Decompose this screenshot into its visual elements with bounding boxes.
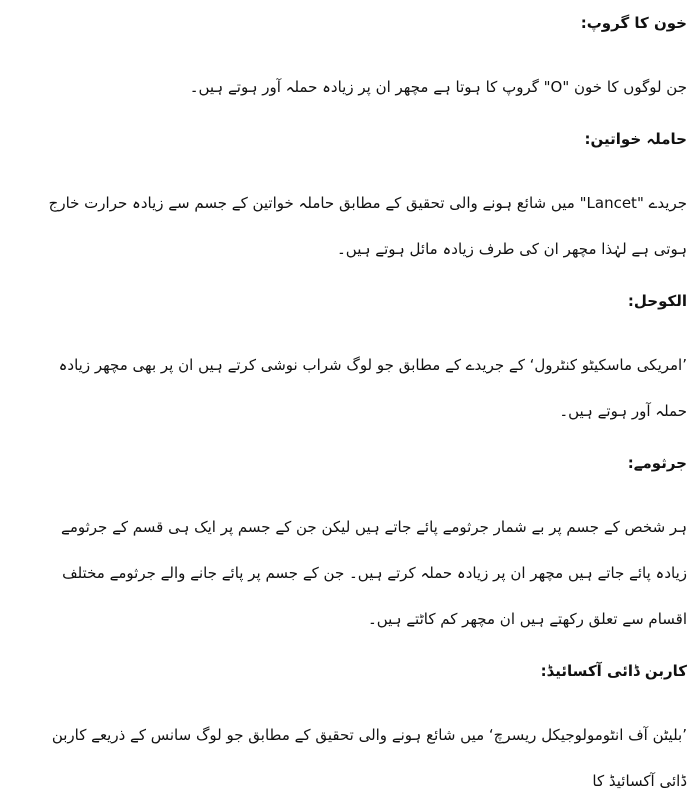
section-heading-alcohol: الکوحل: [627,292,687,310]
section-body-pregnant-women: جریدے "Lancet" میں شائع ہونے والی تحقیق کے مطابق حاملہ خواتین کے جسم سے زیادہ حرارت خارج ہوتی ہے لہٰذا مچھر ان کی طرف زیادہ مائل ہوتے ہیں۔ [48,194,687,258]
section-body-carbon-dioxide: ’بلیٹن آف انٹومولوجیکل ریسرچ‘ میں شائع ہونے والی تحقیق کے مطابق جو لوگ سانس کے ذریعے کاربن ڈائی آکسائیڈ کا [51,726,687,790]
section-body-germs: ہر شخص کے جسم پر بے شمار جرثومے پائے جاتے ہیں لیکن جن کے جسم پر ایک ہی قسم کے جرثومے زیادہ پائے جاتے ہیں مچھر ان پر زیادہ حملہ کرتے ہیں۔ جن کے جسم پر پائے جانے والے جرثومے مختلف اقسام سے تعلق رکھتے ہیں ان مچھر کم کاٹتے ہیں۔ [61,518,687,628]
section-heading-carbon-dioxide: کاربن ڈائی آکسائیڈ: [540,662,687,680]
section-body-alcohol: ’امریکی ماسکیٹو کنٹرول‘ کے جریدے کے مطابق جو لوگ شراب نوشی کرتے ہیں ان پر بھی مچھر زیادہ حملہ آور ہوتے ہیں۔ [58,356,687,420]
section-heading-pregnant-women: حاملہ خواتین: [584,130,687,148]
section-heading-blood-group: خون کا گروپ: [580,14,687,32]
section-body-blood-group: جن لوگوں کا خون "O" گروپ کا ہوتا ہے مچھر ان پر زیادہ حملہ آور ہوتے ہیں۔ [189,78,687,96]
section-heading-germs: جرثومے: [627,454,687,472]
